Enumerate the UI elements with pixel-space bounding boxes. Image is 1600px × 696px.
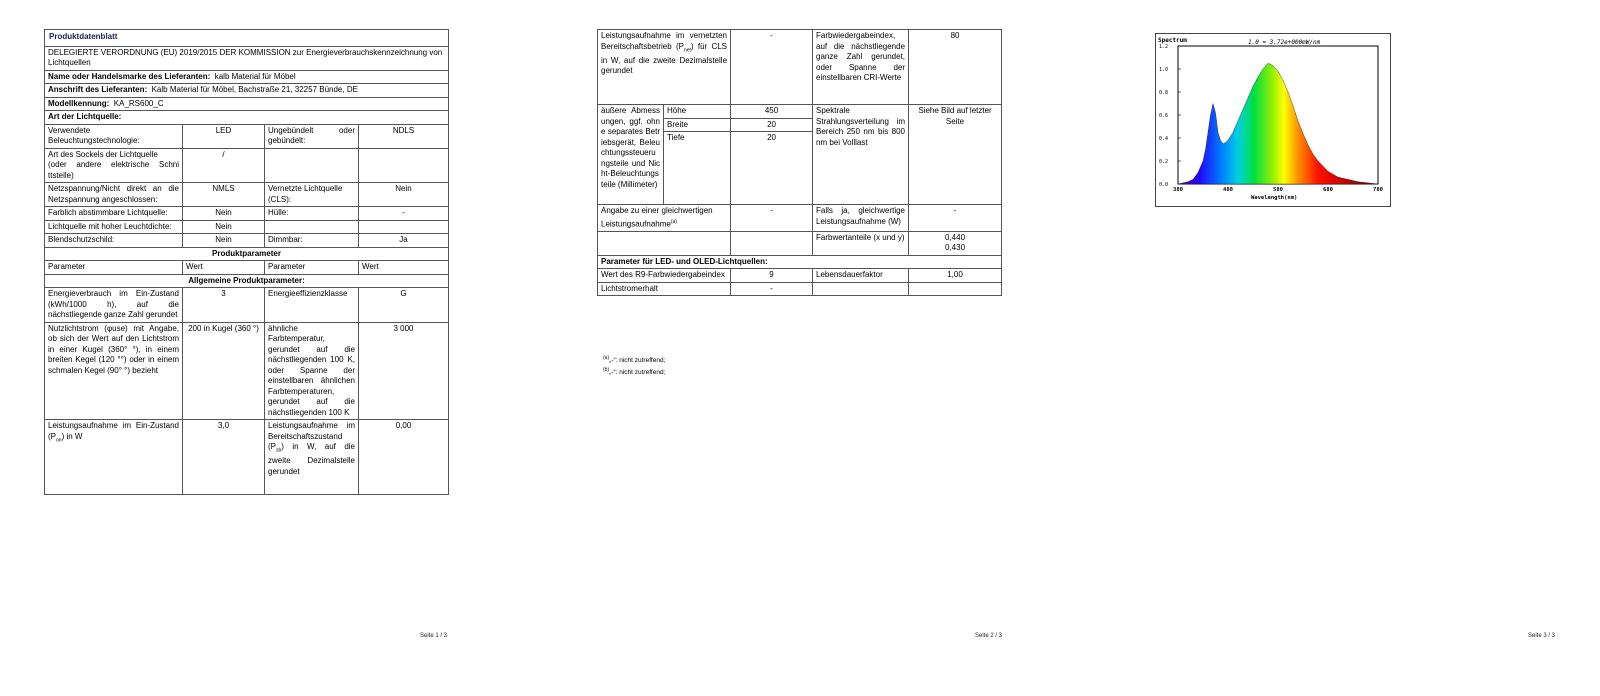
model-row: Modellkennung: KA_RS600_C bbox=[45, 97, 449, 111]
light-source-type-header: Art der Lichtquelle: bbox=[45, 111, 449, 125]
table-row: Leistungsaufnahme im Ein-Zustand $(P_{on})$ in W 3,0 Leistungsaufnahme im Bereitschaftszustand $(P_{sb})$ in W, auf die zweite Dezimalstelle gerundet 0,00 bbox=[45, 420, 449, 495]
x-tick-label: 580 bbox=[1273, 187, 1283, 193]
chart-title: Spectrum bbox=[1158, 37, 1187, 44]
y-tick-label: 0.8 bbox=[1159, 90, 1169, 96]
spectrum-chart bbox=[1155, 33, 1391, 207]
y-tick-label: 0.2 bbox=[1159, 159, 1169, 165]
table-row: Art des Sockels der Lichtquelle (oder andere elektrische Schni ttstelle) / bbox=[45, 148, 449, 183]
table-row: Nutzlichtstrom (φuse) mit Angabe, ob sich der Wert auf den Lichtstrom in einer Kugel (360° °), in einem breiten Kegel (120 °°) oder in einem schmalen Kegel (90° °) bezieht 200 in Kugel (360 °) ähnliche Farbtemperatur, gerundet auf die nächstliegenden 100 K, oder Spanne der einstellbaren ähnlichen Farbtemperaturen, gerundet auf die nächstliegenden 100 K 3 000 bbox=[45, 322, 449, 420]
footnote-b: $^{(b)}$„-“: nicht zutreffend; bbox=[603, 367, 666, 377]
regulation-text: DELEGIERTE VERORDNUNG (EU) 2019/2015 DER KOMMISSION zur Energieverbrauchskennzeichnung von Lichtquellen bbox=[45, 46, 449, 70]
y-tick-label: 0.6 bbox=[1159, 113, 1169, 119]
y-tick-label: 0.4 bbox=[1159, 136, 1169, 142]
y-tick-label: 1.0 bbox=[1159, 67, 1169, 73]
chart-annotation: 1.0 = 3.72e+000mW/nm bbox=[1248, 39, 1321, 46]
led-params-header: Parameter für LED- und OLED-Lichtquellen: bbox=[598, 255, 1002, 269]
page-number: Seite 3 / 3 bbox=[1528, 633, 1556, 639]
document-title: Produktdatenblatt bbox=[45, 30, 449, 47]
table-row: Tiefe 20 bbox=[598, 132, 1002, 205]
table-row: Wert des R9-Farbwiedergabeindex 9 Lebensdauerfaktor 1,00 bbox=[598, 269, 1002, 283]
page-1 bbox=[0, 0, 520, 696]
table-row: äußere Abmessungen, ggf. ohne separates Betriebsgerät, Beleuchtungssteuerungsteile und Nicht-Beleuchtungsteile (Millimeter) Höhe 450 Spektrale Strahlungsverteilung im Bereich 250 nm bis 800 nm bei Volllast Siehe Bild auf letzter Seite bbox=[598, 105, 1002, 119]
table-row: Leistungsaufnahme im vernetzten Bereitschaftsbetrieb $(P_{net})$ für CLS in W, auf die zweite Dezimalstelle gerundet - Farbwiedergabeindex, auf die nächstliegende ganze Zahl gerundet, oder Spanne der einstellbaren CRI-Werte 80 bbox=[598, 30, 1002, 105]
page-number: Seite 1 / 3 bbox=[420, 633, 448, 639]
table-row: Breite 20 bbox=[598, 118, 1002, 132]
x-tick-label: 680 bbox=[1323, 187, 1333, 193]
table-row: Lichtstromerhalt - bbox=[598, 282, 1002, 296]
table-row: Netzspannung/Nicht direkt an die Netzspannung angeschlossen: NMLS Vernetzte Lichtquelle (CLS): Nein bbox=[45, 183, 449, 207]
x-axis-label: Wavelength(nm) bbox=[1251, 195, 1298, 201]
page-number: Seite 2 / 3 bbox=[975, 633, 1003, 639]
general-params-header: Allgemeine Produktparameter: bbox=[45, 274, 449, 288]
page-2 bbox=[560, 0, 1020, 696]
y-tick-label: 1.2 bbox=[1159, 44, 1169, 50]
table-row: Blendschutzschild: Nein Dimmbar: Ja bbox=[45, 234, 449, 248]
table-row: Farblich abstimmbare Lichtquelle: Nein Hülle: - bbox=[45, 207, 449, 221]
table-row: Energieverbrauch im Ein-Zustand (kWh/1000 h), auf die nächstliegende ganze Zahl gerundet 3 Energieeffizienzklasse G bbox=[45, 288, 449, 323]
table-row: Lichtquelle mit hoher Leuchtdichte: Nein bbox=[45, 220, 449, 234]
x-tick-label: 480 bbox=[1223, 187, 1233, 193]
table-row: Angabe zu einer gleichwertigen Leistungsaufnahme$^{(a)}$ - Falls ja, gleichwertige Leistungsaufnahme (W) - bbox=[598, 205, 1002, 232]
supplier-address-row: Anschrift des Lieferanten: Kalb Material für Möbel, Bachstraße 21, 32257 Bünde, DE bbox=[45, 84, 449, 98]
supplier-name-row: Name oder Handelsmarke des Lieferanten: kalb Material für Möbel bbox=[45, 70, 449, 84]
spectrum-plot bbox=[1156, 34, 1390, 206]
column-header-row: Parameter Wert Parameter Wert bbox=[45, 261, 449, 275]
footnote-a: $^{(a)}$„-“: nicht zutreffend; bbox=[603, 355, 666, 365]
table-row: Farbwertanteile (x und y) 0,440 0,430 bbox=[598, 231, 1002, 255]
table-row: Verwendete Beleuchtungstechnologie: LED Ungebündelt oder gebündelt: NDLS bbox=[45, 124, 449, 148]
x-tick-label: 780 bbox=[1373, 187, 1383, 193]
datasheet-table-page-2 bbox=[597, 29, 1002, 296]
y-tick-label: 0.0 bbox=[1159, 182, 1169, 188]
datasheet-table-page-1 bbox=[44, 29, 449, 495]
product-params-header: Produktparameter bbox=[45, 247, 449, 261]
spectrum-area bbox=[1178, 63, 1378, 184]
x-tick-label: 380 bbox=[1173, 187, 1183, 193]
